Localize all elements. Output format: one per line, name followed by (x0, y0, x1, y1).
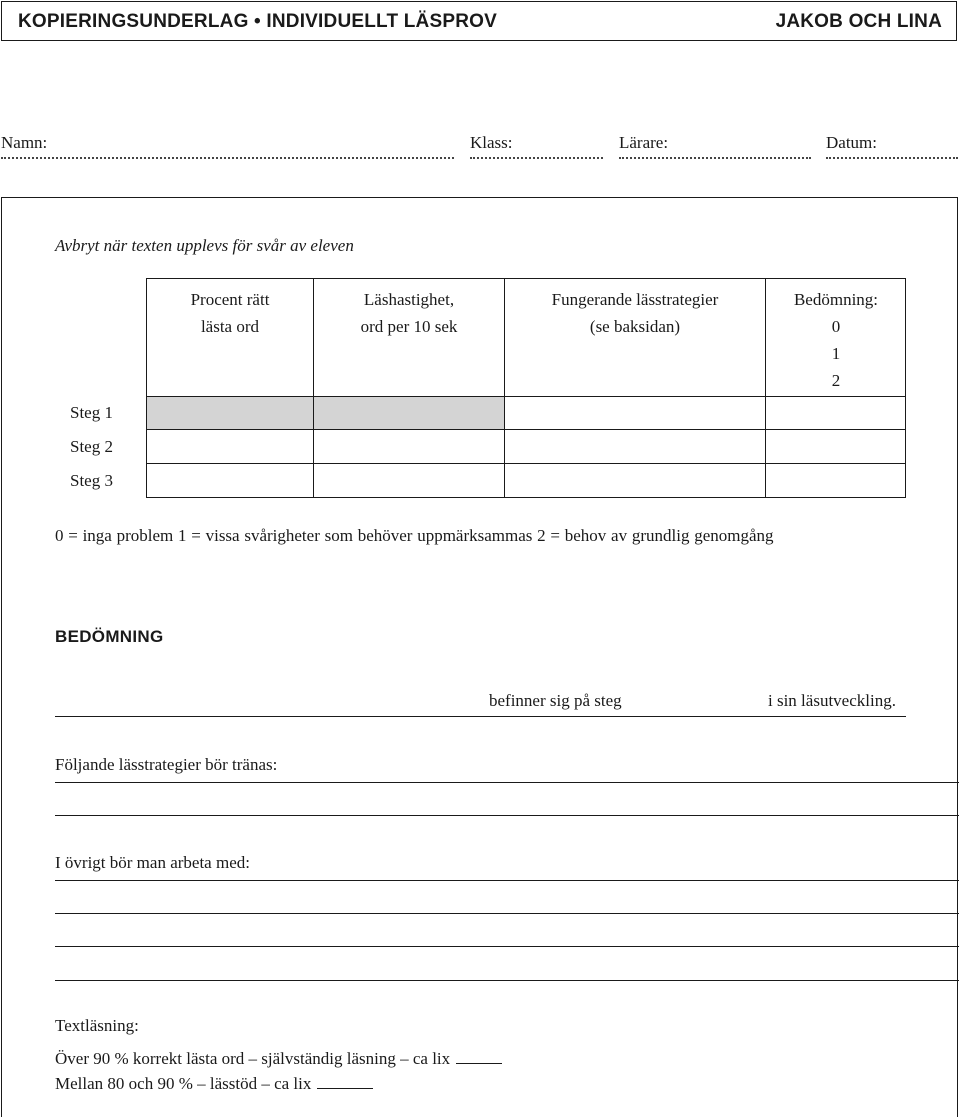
lix-line-independent: Över 90 % korrekt lästa ord – självständig läsning – ca lix (55, 1049, 502, 1069)
table-divider (146, 396, 906, 397)
scale-legend: 0 = inga problem 1 = vissa svårigheter som behöver uppmärksammas 2 = behov av grundlig genomgång (55, 526, 774, 545)
development-text: i sin läsutveckling. (768, 691, 896, 710)
date-field[interactable] (826, 157, 958, 159)
name-field[interactable] (1, 157, 454, 159)
strategies-write-line[interactable] (55, 815, 959, 816)
header-book-title: JAKOB OCH LINA (775, 11, 942, 32)
lix-blank-support[interactable] (317, 1074, 373, 1089)
name-label: Namn: (1, 133, 48, 152)
column-header-speed: Läshastighet, ord per 10 sek (360, 290, 458, 336)
teacher-field[interactable] (619, 157, 811, 159)
class-label: Klass: (470, 133, 513, 152)
header-title: KOPIERINGSUNDERLAG • INDIVIDUELLT LÄSPROV (18, 11, 497, 32)
header-bar (1, 1, 957, 41)
column-header-strategies: Fungerande lässtrategier (se baksidan) (551, 290, 719, 336)
row-label-steg-3: Steg 3 (70, 471, 113, 490)
lix-blank-independent[interactable] (456, 1049, 502, 1064)
strategies-write-line[interactable] (55, 782, 959, 783)
section-title-assessment: BEDÖMNING (55, 627, 164, 646)
other-work-write-line[interactable] (55, 880, 959, 881)
row-label-steg-1: Steg 1 (70, 403, 113, 422)
lix-line-support: Mellan 80 och 90 % – lässtöd – ca lix (55, 1074, 373, 1094)
date-label: Datum: (826, 133, 877, 152)
other-work-write-line[interactable] (55, 913, 959, 914)
row-label-steg-2: Steg 2 (70, 437, 113, 456)
instruction-text: Avbryt när texten upplevs för svår av eleven (55, 236, 354, 255)
column-header-percent: Procent rätt lästa ord (190, 290, 270, 336)
stage-text: befinner sig på steg (489, 691, 622, 710)
other-work-write-line[interactable] (55, 980, 959, 981)
teacher-label: Lärare: (619, 133, 669, 152)
table-divider (146, 463, 906, 464)
other-work-label: I övrigt bör man arbeta med: (55, 853, 250, 872)
assessment-write-line[interactable] (55, 716, 906, 717)
column-header-assessment: Bedömning: 0 1 2 (793, 290, 879, 390)
strategies-label: Följande lässtrategier bör tränas: (55, 755, 278, 774)
class-field[interactable] (470, 157, 603, 159)
table-divider (146, 429, 906, 430)
other-work-write-line[interactable] (55, 946, 959, 947)
text-reading-label: Textläsning: (55, 1016, 139, 1035)
